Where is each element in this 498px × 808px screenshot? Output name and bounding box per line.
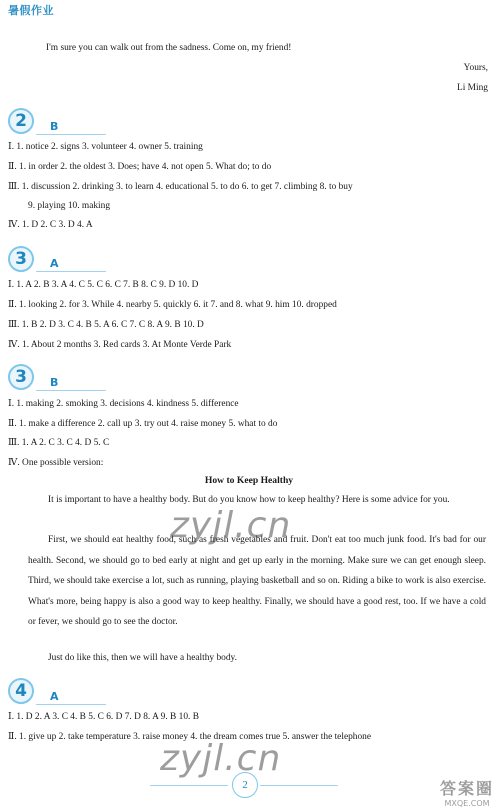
section-sub-3b: B — [50, 376, 59, 389]
section-underline — [36, 134, 106, 135]
section-underline — [36, 271, 106, 272]
section-sub-3a: A — [50, 257, 59, 270]
section-badge-3b: 3 — [8, 364, 34, 390]
page-number-decoration — [150, 785, 228, 786]
answer-line: Ⅱ. 1. looking 2. for 3. While 4. nearby 5. quickly 6. it 7. and 8. what 9. him 10. dropped — [8, 300, 337, 310]
essay-paragraph: First, we should eat healthy food, such as fresh vegetables and fruit. Don't eat too much junk food. It's bad for our health. Second, we should go to bed early at night and get up early in the morning. Make sure we can get enough sleep. Third, we should take exercise a lot, such as running, playing basketball and so on. Riding a bike to work is also exercise. What's more, being happy is also a good way to keep healthy. Finally, we should have a good rest, too. If we have a cold or fever, we should go to see the doctor. — [28, 535, 486, 627]
essay-paragraph: It is important to have a healthy body. But do you know how to keep healthy? Here is some advice for you. — [48, 495, 450, 505]
answer-line: 9. playing 10. making — [28, 201, 111, 211]
answer-line: Ⅰ. 1. making 2. smoking 3. decisions 4. kindness 5. difference — [8, 399, 239, 409]
answer-line: Ⅰ. 1. D 2. A 3. C 4. B 5. C 6. D 7. D 8. A 9. B 10. B — [8, 712, 199, 722]
section-badge-4a: 4 — [8, 678, 34, 704]
answer-line: Ⅲ. 1. A 2. C 3. C 4. D 5. C — [8, 438, 110, 448]
section-sub-4a: A — [50, 690, 59, 703]
letter-line: I'm sure you can walk out from the sadness. Come on, my friend! — [46, 43, 292, 53]
answer-line: Ⅳ. 1. About 2 months 3. Red cards 3. At Monte Verde Park — [8, 340, 232, 350]
answer-line: Ⅲ. 1. discussion 2. drinking 3. to learn 4. educational 5. to do 6. to get 7. climbing 8. to buy — [8, 182, 353, 192]
section-underline — [36, 390, 106, 391]
watermark: zyjl.cn — [160, 738, 282, 779]
essay-paragraph: Just do like this, then we will have a healthy body. — [48, 653, 237, 663]
answer-line: Ⅱ. 1. give up 2. take temperature 3. raise money 4. the dream comes true 5. answer the telephone — [8, 732, 372, 742]
answer-line: Ⅲ. 1. B 2. D 3. C 4. B 5. A 6. C 7. C 8. A 9. B 10. D — [8, 320, 204, 330]
site-watermark-small: MXQE.COM — [444, 799, 490, 808]
essay-title: How to Keep Healthy — [204, 475, 294, 486]
page-number: 2 — [232, 772, 258, 798]
page-number-decoration — [260, 785, 338, 786]
page-header-title: 暑假作业 — [8, 4, 54, 17]
section-badge-3a: 3 — [8, 246, 34, 272]
site-watermark-big: 答案圈 — [439, 779, 494, 798]
letter-signature: Li Ming — [457, 83, 488, 93]
letter-closing: Yours, — [463, 63, 488, 73]
section-badge-2b: 2 — [8, 108, 34, 134]
site-watermark — [440, 776, 494, 808]
section-underline — [36, 704, 106, 705]
section-sub-2b: B — [50, 120, 59, 133]
answer-line: Ⅱ. 1. in order 2. the oldest 3. Does; have 4. not open 5. What do; to do — [8, 162, 272, 172]
answer-line: Ⅳ. One possible version: — [8, 458, 104, 468]
answer-line: Ⅳ. 1. D 2. C 3. D 4. A — [8, 220, 93, 230]
answer-line: Ⅰ. 1. A 2. B 3. A 4. C 5. C 6. C 7. B 8. C 9. D 10. D — [8, 280, 199, 290]
answer-line: Ⅱ. 1. make a difference 2. call up 3. try out 4. raise money 5. what to do — [8, 419, 278, 429]
answer-line: Ⅰ. 1. notice 2. signs 3. volunteer 4. owner 5. training — [8, 142, 203, 152]
watermark: zyjl.cn — [170, 505, 292, 546]
